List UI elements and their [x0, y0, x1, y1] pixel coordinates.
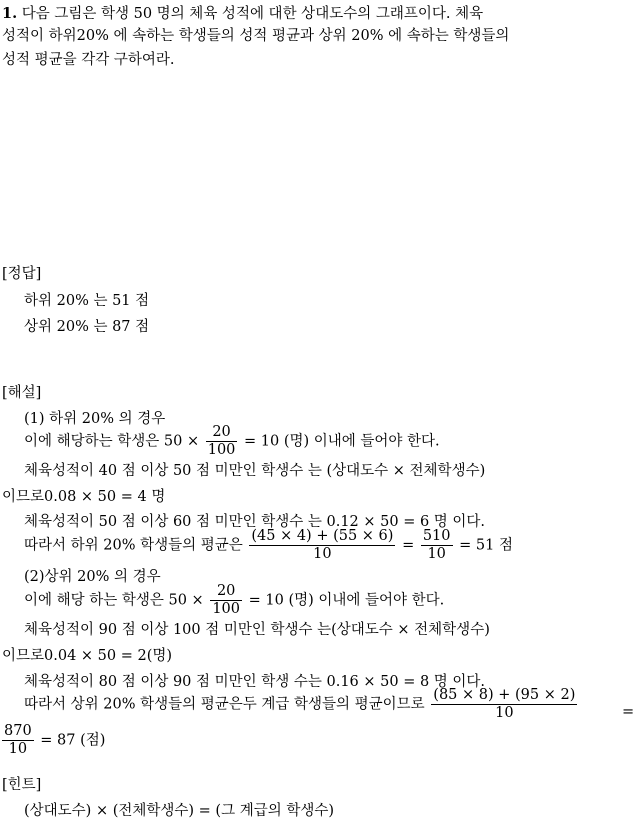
explanation-text: = 10 (명) 이내에 들어야 한다.: [244, 433, 440, 450]
explanation-line-1: (1) 하위 20% 의 경우: [24, 411, 166, 427]
fraction-denominator: 10: [427, 546, 446, 562]
answer-line-1: 하위 20% 는 51 점: [24, 293, 150, 309]
fraction: [2, 723, 34, 758]
fraction-denominator: 10: [495, 705, 514, 721]
explanation-text: 이에 해당 하는 학생은 50 ×: [24, 592, 204, 609]
explanation-text: 이에 해당하는 학생은 50 ×: [24, 433, 200, 450]
explanation-line-7: (2)상위 20% 의 경우: [24, 569, 161, 585]
fraction-numerator: 20: [210, 583, 242, 601]
explanation-line-4: 이므로0.08 × 50 = 4 명: [2, 489, 166, 505]
fraction: [421, 528, 453, 563]
explanation-line-5: 체육성적이 50 점 이상 60 점 미만인 학생수 는 0.12 × 50 = 6 명 이다.: [24, 514, 486, 530]
explanation-line-10: 이므로0.04 × 50 = 2(명): [2, 648, 173, 664]
explanation-header: [해설]: [2, 385, 42, 401]
equals-sign: =: [402, 537, 415, 554]
explanation-line-9: 체육성적이 90 점 이상 100 점 미만인 학생수 는(상대도수 × 전체학생수): [24, 622, 490, 638]
explanation-line-13: [2, 723, 105, 758]
fraction-denominator: 10: [313, 546, 332, 562]
equals-sign: =: [622, 704, 635, 720]
explanation-line-3: 체육성적이 40 점 이상 50 점 미만인 학생수 는 (상대도수 × 전체학생수): [24, 463, 486, 479]
explanation-line-12: [24, 687, 579, 722]
explanation-text: = 87 (점): [40, 732, 106, 749]
explanation-text: = 10 (명) 이내에 들어야 한다.: [248, 592, 445, 609]
question-text-3: 성적 평균을 각각 구하여라.: [2, 52, 175, 68]
explanation-text: 따라서 하위 20% 학생들의 평균은: [24, 537, 243, 554]
fraction-numerator: 510: [422, 528, 451, 544]
fraction-denominator: 100: [207, 442, 236, 458]
question-text-2: 성적이 하위20% 에 속하는 학생들의 성적 평균과 상위 20% 에 속하는 학생들의: [2, 28, 510, 44]
answer-header: [정답]: [2, 266, 42, 282]
answer-line-2: 상위 20% 는 87 점: [24, 319, 150, 335]
fraction-numerator: (45 × 4) + (55 × 6): [251, 528, 394, 544]
fraction-numerator: 870: [4, 723, 32, 739]
explanation-line-6: [24, 528, 513, 563]
fraction: [431, 687, 577, 722]
fraction: [210, 583, 242, 618]
fraction-numerator: (85 × 8) + (95 × 2): [433, 687, 576, 703]
fraction-numerator: 20: [206, 424, 238, 442]
question-text-1: 다음 그림은 학생 50 명의 체육 성적에 대한 상대도수의 그래프이다. 체육: [21, 6, 484, 22]
hint-line: (상대도수) × (전체학생수) = (그 계급의 학생수): [24, 803, 335, 819]
explanation-text: 따라서 상위 20% 학생들의 평균은두 계급 학생들의 평균이므로: [24, 696, 425, 713]
fraction: [206, 424, 238, 459]
explanation-line-11: 체육성적이 80 점 이상 90 점 미만인 학생 수는 0.16 × 50 = 8 명 이다.: [24, 674, 486, 690]
explanation-line-2: [24, 424, 440, 459]
question-line-1: [2, 4, 483, 24]
question-number: 1.: [2, 5, 18, 22]
explanation-line-8: [24, 583, 444, 618]
explanation-text: = 51 점: [459, 537, 513, 554]
fraction-denominator: 100: [212, 601, 241, 617]
fraction-denominator: 10: [8, 741, 28, 757]
fraction: [249, 528, 395, 563]
hint-header: [힌트]: [2, 777, 42, 793]
